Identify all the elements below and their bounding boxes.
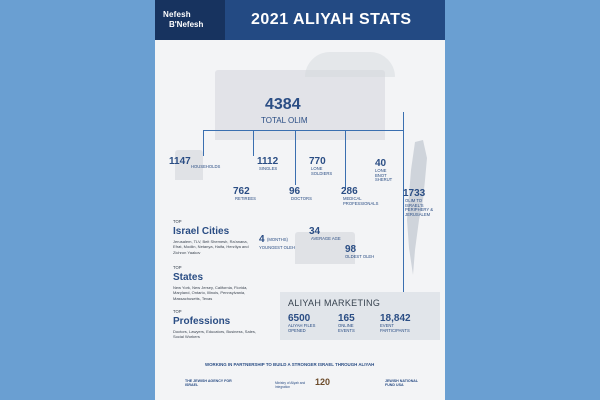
states-title: States [173,272,204,283]
jnf-logo [385,375,427,393]
total-olim-value: 4384 [265,96,301,113]
keren-kayemeth-logo [315,375,337,393]
states-top: TOP [173,265,182,270]
page-title: 2021 ALIYAH STATS [251,11,412,28]
marketing-files-value: 6500 [288,313,311,324]
singles-value: 1112 [257,156,279,167]
partner-3-name: 120 [315,377,331,387]
average-age-label: AVERAGE AGE [311,236,341,241]
lone-bnot-sherut-value: 40 [375,158,387,169]
oldest-label: OLDEST OLEH [345,254,375,259]
marketing-participants-value: 18,842 [380,313,411,324]
youngest-unit: (MONTHS) [267,237,288,242]
households-value: 1147 [169,156,191,167]
medical-professionals-value: 286 [341,186,358,197]
doctors-label: DOCTORS [291,196,312,201]
marketing-participants-label: EVENT PARTICIPANTS [380,323,410,333]
marketing-events-value: 165 [338,313,355,324]
cities-top: TOP [173,219,182,224]
medical-professionals-label: MEDICAL PROFESSIONALS [343,196,379,206]
marketing-panel [280,292,440,340]
lone-soldiers-value: 770 [309,156,326,167]
total-olim-label: TOTAL OLIM [261,116,308,125]
partnership-tagline: WORKING IN PARTNERSHIP TO BUILD A STRONGER ISRAEL THROUGH ALIYAH [205,362,375,367]
retirees-label: RETIREES [235,196,256,201]
header-bar [155,0,445,40]
marketing-files-label: ALIYAH FILES OPENED [288,323,316,333]
cities-title: Israel Cities [173,226,230,237]
nefesh-bnefesh-logo [155,0,225,40]
marketing-events-label: ONLINE EVENTS [338,323,355,333]
doctors-value: 96 [289,186,301,197]
lone-bnot-sherut-label: LONE BNOT SHERUT [375,168,393,183]
youngest-value: 4 [259,234,265,245]
marketing-title: ALIYAH MARKETING [288,298,381,308]
partner-2-name: Ministry of Aliyah and Integration [275,381,306,389]
lone-soldiers-label: LONE SOLDIERS [311,166,333,176]
infographic-poster [155,0,445,400]
retirees-value: 762 [233,186,250,197]
partner-4-name: JEWISH NATIONAL FUND USA [385,379,419,387]
cities-list: Jerusalem, TLV, Beit Shemesh, Ra'anana, Efrat, Modiin, Netanya, Haifa, Herzliya and Zichron Yaakov [173,239,249,255]
households-label: HOUSEHOLDS [191,164,221,169]
professions-title: Professions [173,316,231,327]
oldest-value: 98 [345,244,357,255]
average-age-value: 34 [309,226,321,237]
partner-1-name: THE JEWISH AGENCY FOR ISRAEL [185,379,232,387]
singles-label: SINGLES [259,166,278,171]
professions-list: Doctors, Lawyers, Educators, Business, Sales, Social Workers [173,329,256,340]
youngest-label: YOUNGEST OLEH [259,245,295,250]
ministry-emblem [275,375,307,393]
professions-top: TOP [173,309,182,314]
periphery-value: 1733 [403,188,426,199]
logo-text-1: Nefesh [163,10,191,19]
periphery-label: OLIM TO ISRAEL'S PERIPHERY & JERUSALEM [405,198,434,217]
states-list: New York, New Jersey, California, Florida, Maryland, Ontario, Illinois, Pennsylvania, Massachusetts, Texas [173,285,248,301]
logo-text-2: B'Nefesh [169,20,204,29]
jewish-agency-logo [185,375,240,393]
